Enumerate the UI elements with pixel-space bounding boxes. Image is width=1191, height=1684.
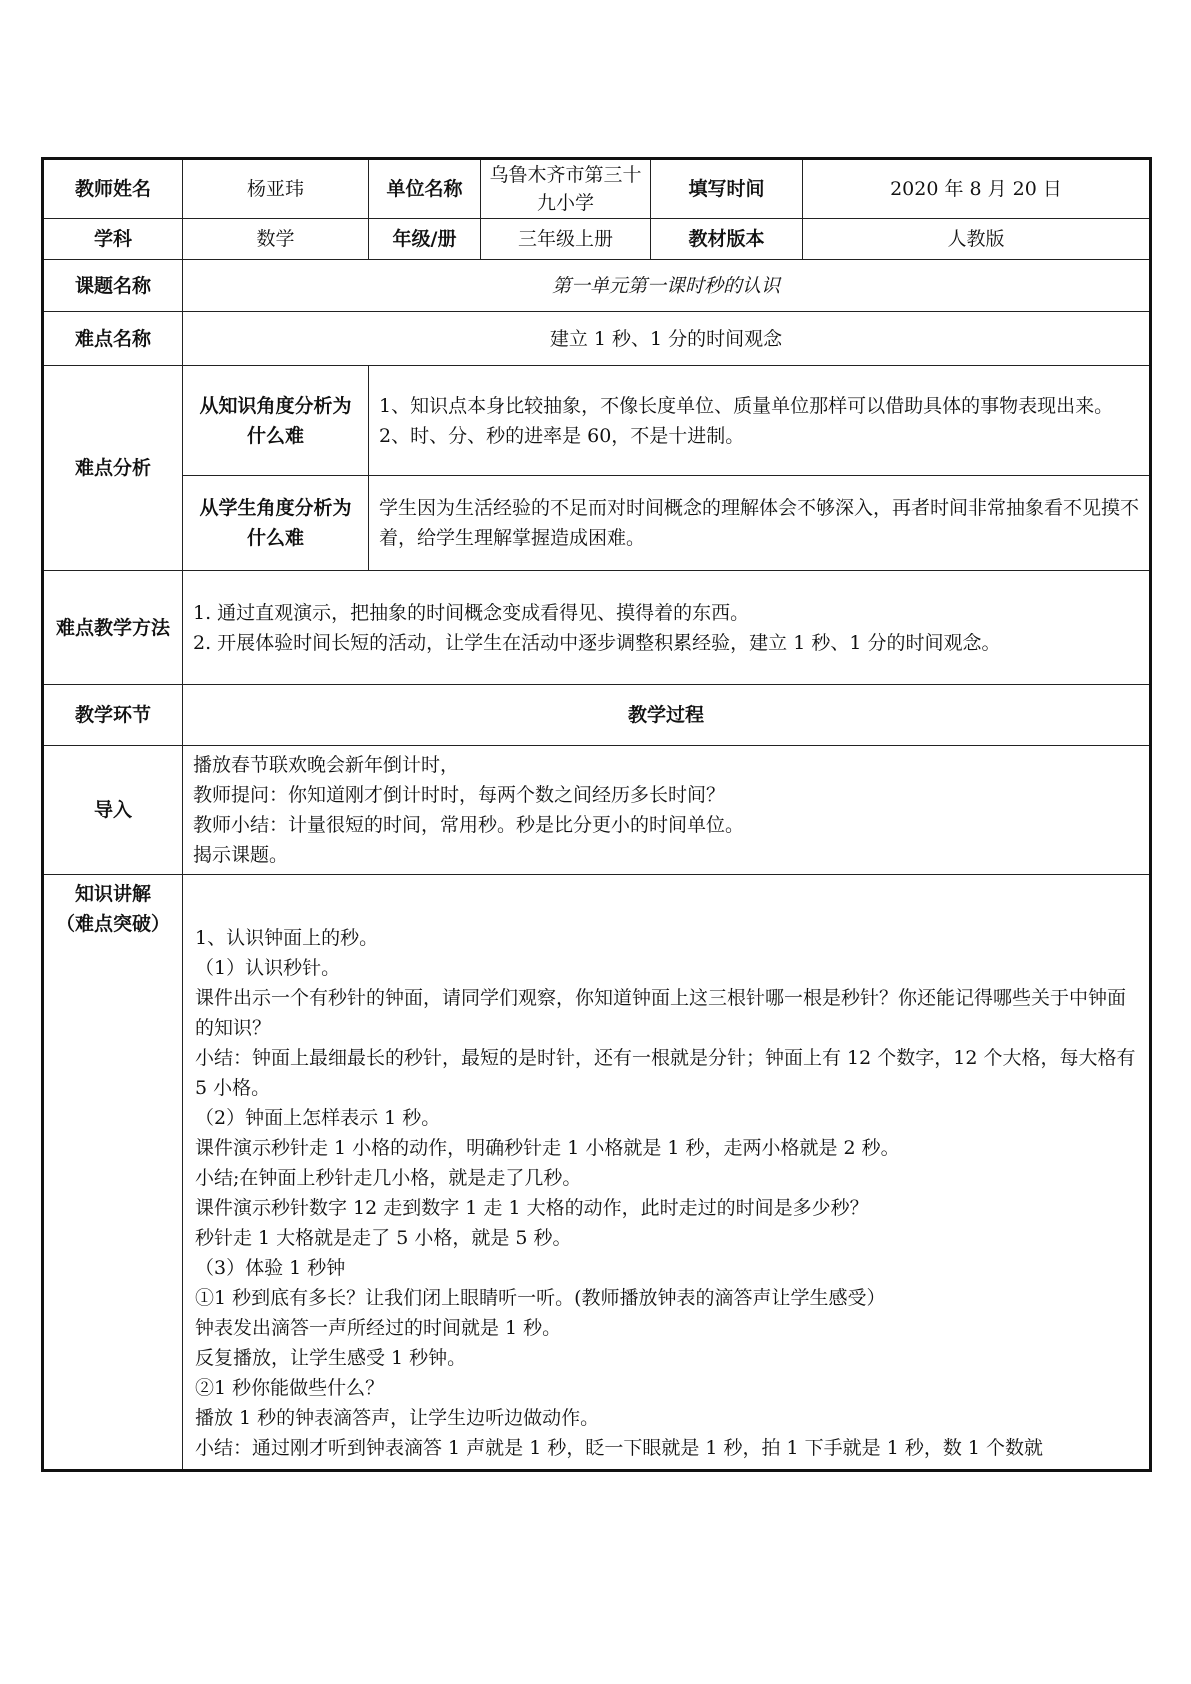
unit-name: 乌鲁木齐市第三十九小学 xyxy=(481,159,651,219)
intro-line-1: 播放春节联欢晚会新年倒计时， xyxy=(193,754,460,776)
explain-line-6: 课件演示秒针走 1 小格的动作，明确秒针走 1 小格就是 1 秒，走两小格就是 2 秒。 xyxy=(195,1137,900,1159)
edition-label: 教材版本 xyxy=(651,219,803,260)
teacher-name: 杨亚玮 xyxy=(183,159,369,219)
explain-line-11: ①1 秒到底有多长？让我们闭上眼睛听一听。(教师播放钟表的滴答声让学生感受） xyxy=(195,1287,886,1309)
row-method xyxy=(43,571,1151,685)
explain-line-8: 课件演示秒针数字 12 走到数字 1 走 1 大格的动作，此时走过的时间是多少秒？ xyxy=(195,1197,869,1219)
explain-content xyxy=(183,875,1151,1471)
method-item-2: 2. 开展体验时间长短的活动，让学生在活动中逐步调整积累经验，建立 1 秒、1 分的时间观念。 xyxy=(193,631,1001,654)
grade-label: 年级/册 xyxy=(369,219,481,260)
row-process-header xyxy=(43,685,1151,746)
student-angle-label: 从学生角度分析为什么难 xyxy=(183,476,369,571)
fill-date: 2020 年 8 月 20 日 xyxy=(803,159,1151,219)
topic-value: 第一单元第一课时秒的认识 xyxy=(183,260,1151,312)
explain-line-13: 反复播放，让学生感受 1 秒钟。 xyxy=(195,1347,467,1369)
difficulty-label: 难点名称 xyxy=(43,312,183,366)
row-difficulty xyxy=(43,312,1151,366)
subject-label: 学科 xyxy=(43,219,183,260)
explain-line-7: 小结;在钟面上秒针走几小格，就是走了几秒。 xyxy=(195,1167,582,1189)
row-topic xyxy=(43,260,1151,312)
grade-value: 三年级上册 xyxy=(481,219,651,260)
explain-line-12: 钟表发出滴答一声所经过的时间就是 1 秒。 xyxy=(195,1317,562,1339)
knowledge-line-1: 1、知识点本身比较抽象，不像长度单位、质量单位那样可以借助具体的事物表现出来。 xyxy=(379,394,1114,417)
explain-line-2: （1）认识秒针。 xyxy=(195,957,341,979)
process-stage-label: 教学环节 xyxy=(43,685,183,746)
method-label: 难点教学方法 xyxy=(43,571,183,685)
knowledge-line-2: 2、时、分、秒的进率是 60，不是十进制。 xyxy=(379,424,745,447)
date-label: 填写时间 xyxy=(651,159,803,219)
row-teacher xyxy=(43,159,1151,219)
intro-content xyxy=(183,746,1151,875)
knowledge-angle-label: 从知识角度分析为什么难 xyxy=(183,366,369,476)
intro-label: 导入 xyxy=(43,746,183,875)
difficulty-value: 建立 1 秒、1 分的时间观念 xyxy=(183,312,1151,366)
method-content xyxy=(183,571,1151,685)
explain-label-line1: 知识讲解 xyxy=(74,883,151,905)
explain-label-line2: （难点突破） xyxy=(55,913,170,935)
explain-line-16: 小结：通过刚才听到钟表滴答 1 声就是 1 秒，眨一下眼就是 1 秒，拍 1 下手就是 1 秒，数 1 个数就 xyxy=(195,1437,1044,1459)
teacher-label: 教师姓名 xyxy=(43,159,183,219)
row-intro xyxy=(43,746,1151,875)
explain-label xyxy=(43,875,183,1471)
subject-value: 数学 xyxy=(183,219,369,260)
explain-line-3: 课件出示一个有秒针的钟面，请同学们观察，你知道钟面上这三根针哪一根是秒针？你还能记得哪些关于中钟面的知识？ xyxy=(195,987,1127,1039)
intro-line-4: 揭示课题。 xyxy=(193,844,289,866)
explain-line-9: 秒针走 1 大格就是走了 5 小格，就是 5 秒。 xyxy=(195,1227,572,1249)
intro-line-3: 教师小结：计量很短的时间，常用秒。秒是比分更小的时间单位。 xyxy=(193,814,745,836)
row-subject xyxy=(43,219,1151,260)
explain-line-1: 1、认识钟面上的秒。 xyxy=(195,927,379,949)
lesson-plan-table xyxy=(41,157,1152,1472)
analysis-label: 难点分析 xyxy=(43,366,183,571)
topic-label: 课题名称 xyxy=(43,260,183,312)
explain-line-14: ②1 秒你能做些什么？ xyxy=(195,1377,385,1399)
process-content-label: 教学过程 xyxy=(183,685,1151,746)
method-item-1: 1. 通过直观演示，把抽象的时间概念变成看得见、摸得着的东西。 xyxy=(193,601,750,624)
explain-line-10: （3）体验 1 秒钟 xyxy=(195,1257,346,1279)
row-analysis-knowledge xyxy=(43,366,1151,476)
explain-line-15: 播放 1 秒的钟表滴答声，让学生边听边做动作。 xyxy=(195,1407,600,1429)
row-explain xyxy=(43,875,1151,1471)
intro-line-2: 教师提问：你知道刚才倒计时时，每两个数之间经历多长时间？ xyxy=(193,784,726,806)
lesson-plan-page xyxy=(41,157,1149,1472)
student-angle-content: 学生因为生活经验的不足而对时间概念的理解体会不够深入，再者时间非常抽象看不见摸不着，给学生理解掌握造成困难。 xyxy=(369,476,1151,571)
knowledge-angle-content xyxy=(369,366,1151,476)
unit-label: 单位名称 xyxy=(369,159,481,219)
row-analysis-student xyxy=(43,476,1151,571)
edition-value: 人教版 xyxy=(803,219,1151,260)
explain-line-4: 小结：钟面上最细最长的秒针，最短的是时针，还有一根就是分针；钟面上有 12 个数字，12 个大格，每大格有 5 小格。 xyxy=(195,1047,1136,1099)
explain-line-5: （2）钟面上怎样表示 1 秒。 xyxy=(195,1107,441,1129)
